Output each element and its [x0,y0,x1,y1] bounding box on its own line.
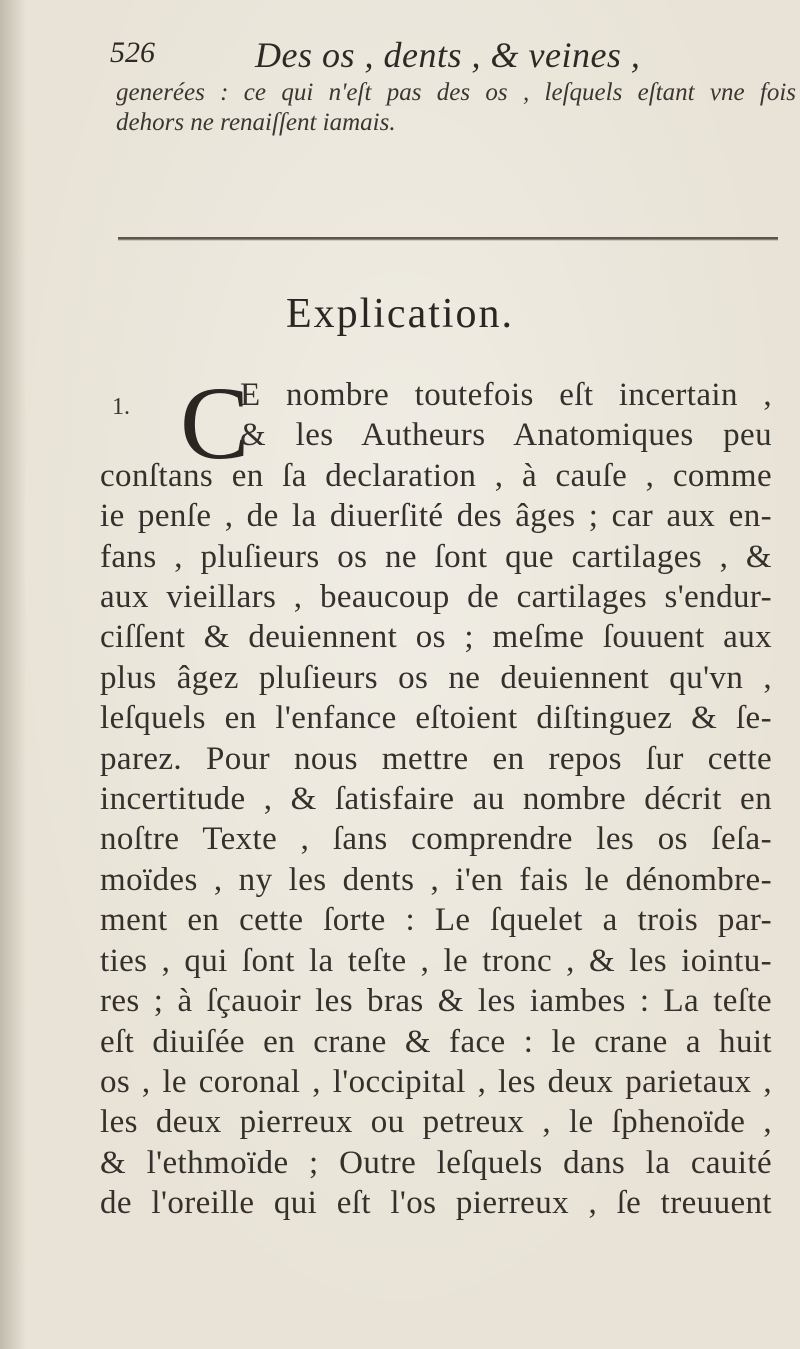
paragraph-line: leſquels en l'enfance eſtoient diſtinguez & ſe- [100,700,772,737]
continuation-line: dehors ne renaiſſent iamais. [116,109,396,136]
paragraph-line: res ; à ſçauoir les bras & les iambes : La teſte [100,983,772,1020]
section-divider [118,237,778,241]
section-heading: Explication. [285,291,515,337]
paragraph-line: parez. Pour nous mettre en repos ſur cette [100,740,772,777]
continuation-line: generées : ce qui n'eſt pas des os , leſquels eſtant vne fois [116,79,796,106]
paragraph-line: eſt diuiſée en crane & face : le crane a huit [100,1023,772,1060]
gutter-shadow [0,0,26,1349]
item-number: 1. [112,394,130,420]
paragraph-line: ciſſent & deuiennent os ; meſme ſouuent aux [100,619,772,656]
continuation-text [116,78,796,138]
paragraph-line: plus âgez pluſieurs os ne deuiennent qu'vn , [100,659,772,696]
drop-cap: C [180,366,250,481]
paragraph-line: moïdes , ny les dents , i'en fais le dénombre- [100,861,772,898]
paragraph-line: fans , pluſieurs os ne ſont que cartilages , & [100,538,772,575]
paragraph-line: os , le coronal , l'occipital , les deux parietaux , [100,1063,772,1100]
paragraph-line: ie penſe , de la diuerſité des âges ; car aux en- [100,498,772,535]
paragraph-line: & les Autheurs Anatomiques peu [240,417,772,454]
paragraph-line: aux vieillars , beaucoup de cartilages s'endur- [100,579,772,616]
running-head [110,36,770,76]
running-title: Des os , dents , & veines , [255,35,641,75]
paragraph-line: noſtre Texte , ſans comprendre les os ſeſa- [100,821,772,858]
paragraph-line: E nombre toutefois eſt incertain , [240,377,772,413]
paragraph-line: incertitude , & ſatisfaire au nombre décrit en [100,781,772,818]
paragraph-line: & l'ethmoïde ; Outre leſquels dans la cauité [100,1144,772,1181]
paragraph-line: ties , qui ſont la teſte , le tronc , & les iointu- [100,942,772,979]
paragraph-line: les deux pierreux ou petreux , le ſphenoïde , [100,1104,772,1141]
explication-paragraph [100,366,772,1224]
paragraph-line: ment en cette ſorte : Le ſquelet a trois par- [100,902,772,939]
paragraph-line: de l'oreille qui eſt l'os pierreux , ſe treuuent [100,1185,772,1222]
paragraph-line: conſtans en ſa declaration , à cauſe , comme [100,457,772,494]
page-number: 526 [110,36,155,69]
